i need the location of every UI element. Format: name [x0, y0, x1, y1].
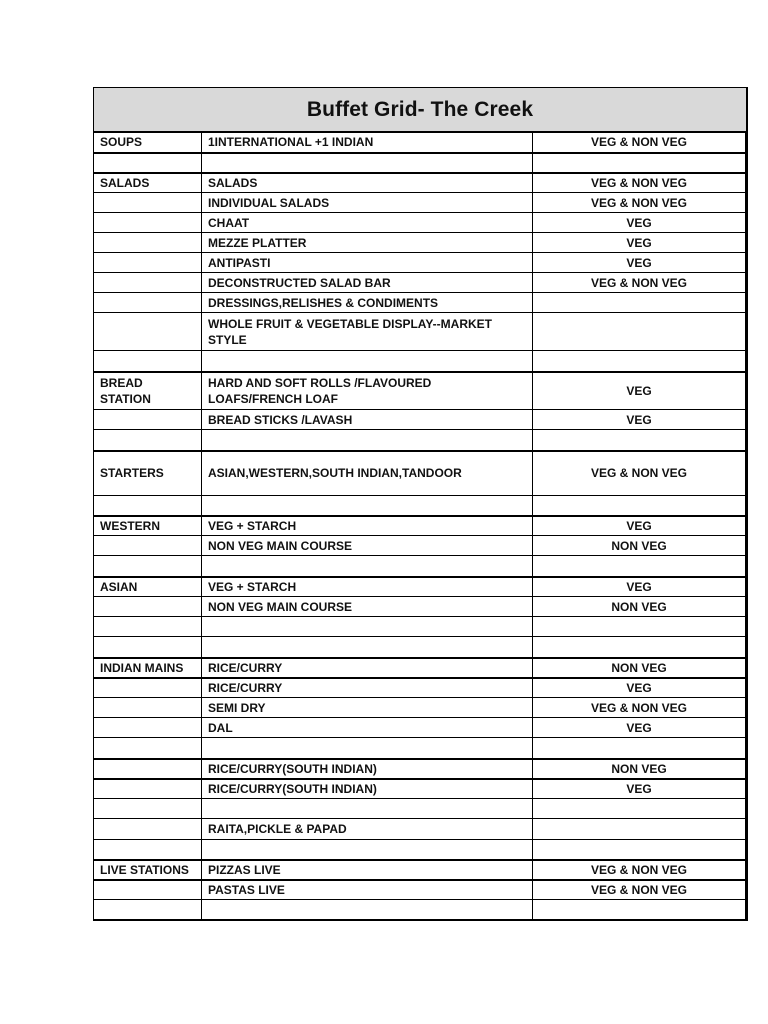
buffet-grid-table: [93, 132, 746, 921]
table-row: [94, 840, 746, 860]
table-row: [94, 658, 746, 678]
item-cell: SEMI DRY: [202, 698, 533, 718]
table-row: [94, 779, 746, 799]
table-row: [94, 273, 746, 293]
station-cell: [94, 193, 202, 213]
type-cell: [533, 496, 746, 516]
table-row: [94, 293, 746, 313]
item-cell: BREAD STICKS /LAVASH: [202, 410, 533, 430]
table-row: [94, 516, 746, 536]
table-row: [94, 759, 746, 779]
type-cell: [533, 900, 746, 920]
type-cell: NON VEG: [533, 658, 746, 678]
station-cell: [94, 900, 202, 920]
type-cell: [533, 738, 746, 759]
item-cell: DRESSINGS,RELISHES & CONDIMENTS: [202, 293, 533, 313]
table-row: [94, 536, 746, 556]
station-cell: [94, 799, 202, 819]
table-row: [94, 313, 746, 351]
table-row: [94, 153, 746, 173]
type-cell: NON VEG: [533, 759, 746, 779]
type-cell: [533, 799, 746, 819]
type-cell: VEG & NON VEG: [533, 133, 746, 153]
type-cell: [533, 430, 746, 451]
table-row: [94, 718, 746, 738]
item-cell: DAL: [202, 718, 533, 738]
type-cell: [533, 617, 746, 637]
item-cell: NON VEG MAIN COURSE: [202, 536, 533, 556]
item-cell: PIZZAS LIVE: [202, 860, 533, 880]
table-row: [94, 193, 746, 213]
table-row: [94, 698, 746, 718]
item-cell: HARD AND SOFT ROLLS /FLAVOURED LOAFS/FRENCH LOAF: [202, 372, 533, 410]
station-cell: [94, 293, 202, 313]
table-row: [94, 496, 746, 516]
item-cell: [202, 351, 533, 372]
station-cell: [94, 840, 202, 860]
item-cell: [202, 637, 533, 658]
table-row: [94, 410, 746, 430]
item-cell: ANTIPASTI: [202, 253, 533, 273]
type-cell: VEG & NON VEG: [533, 698, 746, 718]
item-cell: RICE/CURRY(SOUTH INDIAN): [202, 779, 533, 799]
item-cell: [202, 153, 533, 173]
station-cell: [94, 617, 202, 637]
type-cell: VEG & NON VEG: [533, 860, 746, 880]
table-row: [94, 351, 746, 372]
type-cell: [533, 313, 746, 351]
grid-body: [94, 133, 746, 920]
item-cell: WHOLE FRUIT & VEGETABLE DISPLAY--MARKET STYLE: [202, 313, 533, 351]
item-cell: 1INTERNATIONAL +1 INDIAN: [202, 133, 533, 153]
type-cell: VEG: [533, 410, 746, 430]
type-cell: VEG & NON VEG: [533, 451, 746, 496]
type-cell: VEG: [533, 678, 746, 698]
type-cell: [533, 351, 746, 372]
table-row: [94, 738, 746, 759]
station-cell: [94, 253, 202, 273]
station-cell: [94, 430, 202, 451]
table-row: [94, 860, 746, 880]
station-cell: [94, 351, 202, 372]
station-cell: [94, 213, 202, 233]
station-cell: [94, 233, 202, 253]
type-cell: VEG: [533, 779, 746, 799]
sheet-title: Buffet Grid- The Creek: [306, 97, 534, 121]
table-row: [94, 451, 746, 496]
type-cell: VEG & NON VEG: [533, 273, 746, 293]
item-cell: [202, 900, 533, 920]
item-cell: [202, 496, 533, 516]
station-cell: [94, 738, 202, 759]
item-cell: [202, 430, 533, 451]
table-row: [94, 233, 746, 253]
type-cell: VEG: [533, 718, 746, 738]
station-cell: [94, 759, 202, 779]
item-cell: [202, 617, 533, 637]
station-cell: [94, 597, 202, 617]
type-cell: [533, 819, 746, 840]
station-cell: [94, 779, 202, 799]
type-cell: VEG: [533, 253, 746, 273]
table-row: [94, 617, 746, 637]
item-cell: ASIAN,WESTERN,SOUTH INDIAN,TANDOOR: [202, 451, 533, 496]
table-row: [94, 372, 746, 410]
table-row: [94, 577, 746, 597]
table-row: [94, 637, 746, 658]
item-cell: [202, 556, 533, 577]
type-cell: VEG & NON VEG: [533, 173, 746, 193]
station-cell: LIVE STATIONS: [94, 860, 202, 880]
station-cell: [94, 313, 202, 351]
station-cell: INDIAN MAINS: [94, 658, 202, 678]
station-cell: ASIAN: [94, 577, 202, 597]
station-cell: [94, 556, 202, 577]
station-cell: SOUPS: [94, 133, 202, 153]
item-cell: RICE/CURRY(SOUTH INDIAN): [202, 759, 533, 779]
type-cell: [533, 556, 746, 577]
type-cell: VEG: [533, 577, 746, 597]
item-cell: VEG + STARCH: [202, 577, 533, 597]
item-cell: VEG + STARCH: [202, 516, 533, 536]
station-cell: WESTERN: [94, 516, 202, 536]
table-row: [94, 678, 746, 698]
table-row: [94, 819, 746, 840]
station-cell: [94, 698, 202, 718]
type-cell: [533, 637, 746, 658]
item-cell: [202, 738, 533, 759]
station-cell: [94, 637, 202, 658]
station-cell: STARTERS: [94, 451, 202, 496]
station-cell: BREAD STATION: [94, 372, 202, 410]
type-cell: VEG & NON VEG: [533, 880, 746, 900]
type-cell: NON VEG: [533, 597, 746, 617]
item-cell: MEZZE PLATTER: [202, 233, 533, 253]
station-cell: [94, 880, 202, 900]
item-cell: RICE/CURRY: [202, 658, 533, 678]
table-row: [94, 133, 746, 153]
title-row: [93, 88, 746, 132]
item-cell: SALADS: [202, 173, 533, 193]
table-row: [94, 880, 746, 900]
table-row: [94, 253, 746, 273]
table-row: [94, 597, 746, 617]
table-row: [94, 556, 746, 577]
type-cell: [533, 153, 746, 173]
station-cell: [94, 496, 202, 516]
station-cell: SALADS: [94, 173, 202, 193]
station-cell: [94, 410, 202, 430]
type-cell: [533, 840, 746, 860]
station-cell: [94, 536, 202, 556]
item-cell: PASTAS LIVE: [202, 880, 533, 900]
table-row: [94, 173, 746, 193]
table-row: [94, 799, 746, 819]
type-cell: VEG: [533, 233, 746, 253]
item-cell: [202, 799, 533, 819]
type-cell: VEG: [533, 213, 746, 233]
table-row: [94, 213, 746, 233]
item-cell: DECONSTRUCTED SALAD BAR: [202, 273, 533, 293]
item-cell: CHAAT: [202, 213, 533, 233]
type-cell: VEG & NON VEG: [533, 193, 746, 213]
type-cell: VEG: [533, 516, 746, 536]
item-cell: NON VEG MAIN COURSE: [202, 597, 533, 617]
type-cell: VEG: [533, 372, 746, 410]
type-cell: [533, 293, 746, 313]
station-cell: [94, 678, 202, 698]
station-cell: [94, 819, 202, 840]
type-cell: NON VEG: [533, 536, 746, 556]
item-cell: RICE/CURRY: [202, 678, 533, 698]
table-row: [94, 430, 746, 451]
item-cell: [202, 840, 533, 860]
station-cell: [94, 718, 202, 738]
item-cell: INDIVIDUAL SALADS: [202, 193, 533, 213]
station-cell: [94, 153, 202, 173]
item-cell: RAITA,PICKLE & PAPAD: [202, 819, 533, 840]
buffet-grid-sheet: [93, 87, 748, 921]
table-row: [94, 900, 746, 920]
station-cell: [94, 273, 202, 293]
